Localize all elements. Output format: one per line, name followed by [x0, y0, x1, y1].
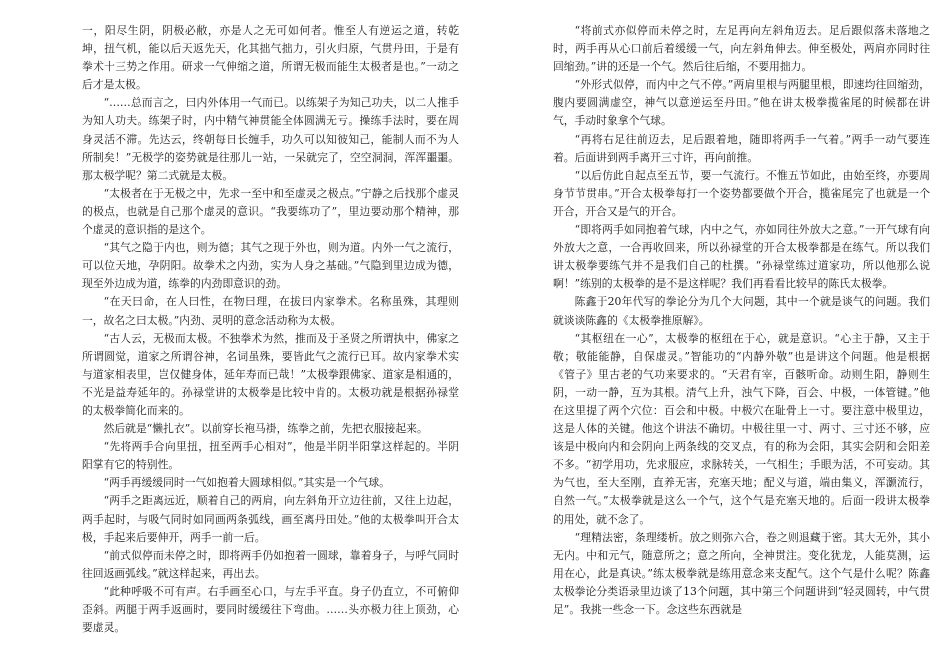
paragraph: “理精法密，条理缕析。放之则弥六合，卷之则退藏于密。其大无外，其小无内。中和元气，随意所之；意之所向，全神贯注。变化犹龙，人能莫测，运用在心，此是真诀。”练太极拳就是练用意念来支配气。这个气是什么呢？陈鑫太极拳论分类语录里边谈了13个问题，其中第三个问题讲到“轻灵圆转，中气贯足”。我挑一些念一下。念这些东西就是	[553, 530, 930, 616]
paragraph: “即将两手如同抱着气球，内中之气，亦如同往外放大之意。”一开气球有向外放大之意，一合再收回来，所以孙禄堂的开合太极拳都是在练气。所以我们讲太极拳要练气并不是我们自己的杜撰。“孙禄堂练过道家功，所以他那么说啊！”练别的太极拳的是不是这样呢？我们再看看比较早的陈氏太极拳。	[553, 223, 930, 291]
paragraph: “太极者在于无极之中，先求一至中和至虚灵之极点。”宁静之后找那个虚灵的极点，也就是自己那个虚灵的意识。“我要练功了”，里边要动那个精神，那个虚灵的意识指的是这个。	[82, 186, 459, 237]
paragraph: 一，阳尽生阴，阴极必敝，亦是人之无可如何者。惟至人有逆运之道，转乾坤，扭气机，能以后天返先天，化其拙气拙力，引火归原，气贯丹田，于是有拳术十三势之作用。研求一气伸缩之道，所谓无极而能生太极者是也。”一动之后才是太极。	[82, 24, 459, 92]
paragraph: 然后就是“懒扎衣”。以前穿长袍马褂，练拳之前，先把衣服接起来。	[103, 422, 428, 436]
paragraph: 陈鑫于20年代写的拳论分为几个大问题，其中一个就是谈气的问题。我们就谈谈陈鑫的《太极拳推原解》。	[553, 295, 930, 327]
paragraph: “其气之隐于内也，则为德；其气之现于外也，则为道。内外一气之流行，可以位天地，孕阴阳。故拳术之内劲，实为人身之基础。”气隐到里边成为德，现至外边成为道，练拳的内劲即意识的劲。	[82, 241, 459, 291]
paragraph: “外形式似停，而内中之气不停。”两肩里根与两腿里根，即速均往回缩劲，腹内要圆满虚空，神气以意逆运至丹田。”他在讲太极拳揽雀尾的时候都在讲气，手动时象拿个气球。	[553, 78, 930, 128]
paragraph: “……总而言之，曰内外体用一气而已。以练架子为知己功夫，以二人推手为知人功夫。练架子时，内中精气神贯能全体圆满无亏。操练手法时，要在周身灵活不滞。先达云，终朝每日长缠手，功久可以知彼知己，能制人而不为人所制矣！”无极学的姿势就是往那儿一站，一呆就完了，空空洞洞，浑浑噩噩。那太极学呢？第二式就是太极。	[82, 96, 459, 182]
paragraph: “先将两手合向里扭，扭至两手心相对”，他是半阴半阳掌这样起的。半阴阳掌有它的特别性。	[82, 440, 459, 472]
left-column	[82, 22, 459, 637]
paragraph: “在天曰命，在人曰性，在物曰理，在拔曰内家拳术。名称虽殊，其理则一，故名之曰太极。”内劲、灵明的意念活动称为太极。	[82, 295, 459, 327]
paragraph: “古人云，无极而太极。不独拳术为然，推而及于圣贤之所谓执中，佛家之所谓圆觉，道家之所谓谷神，名词虽殊，要皆此气之流行已耳。故内家拳术实与道家相表里，岂仅健身体，延年寿而已哉！”太极拳跟佛家、道家是相通的，不光是益寿延年的。孙禄堂讲的太极拳是比较中肯的。太极功就是根据孙禄堂的太极拳简化而来的。	[82, 331, 459, 417]
paragraph: “将前式亦似停而未停之时，左足再向左斜角迈去。足后跟似落未落地之时，两手再从心口前后着缓缓一气，向左斜角伸去。伸至极处，两肩亦同时往回缩劲。”讲的还是一个气。然后往后缩，不要用拙力。	[553, 24, 930, 74]
paragraph: “其枢纽在一心”，太极拳的枢纽在于心，就是意识。“心主于静，又主于敬；敬能能静，自保虚灵。”智能功的“内静外敬”也是讲这个问题。他是根据《管子》里古老的气功来要求的。“天君有宰，百骸听命。动则生阳，静则生阴，一动一静，互为其根。清气上升，浊气下降，百会、中极，一体管键。”他在这里提了两个穴位：百会和中极。中极穴在耻骨上一寸。要注意中极里边，这是人体的关键。他这个讲法不确切。中极往里一寸、两寸、三寸还不够，应该是中极向内和会阴向上两条线的交叉点，有的称为会阳，其实会阴和会阳差不多。“初学用功，先求服应，求脉转关，一气相生；手眼为活，不可妄动。其为气也，至大至刚，直养无害，充塞天地；配义与道，端由集义，浑灏流行，自然一气。”太极拳就是这么一个气，这个气是充塞天地的。后面一段讲太极拳的用处，就不念了。	[553, 331, 930, 526]
paragraph: “再将右足往前迈去，足后跟着地，随即将两手一气着。”两手一动气要连着。后面讲到两手离开三寸许，再向前推。	[553, 132, 930, 164]
paragraph: “两手之距离远近，顺着自己的两肩，向左斜角开立边往前，又往上边起，两手起时，与吸气同时如同画两条弧线，画至离丹田处。”他的太极拳叫开合太极，手起来后要伸开，两手一前一后。	[82, 494, 459, 544]
paragraph: “两手再缓缓同时一气如抱着大圆球相似。”其实是一个气球。	[103, 476, 390, 490]
paragraph: “此种呼吸不可有声。右手画至心口，与左手平直。身子仍直立，不可俯仰歪斜。两腿于两手返画时，要同时缓缓往下弯曲。……头亦极力往上顶劲，心要虚灵。	[82, 584, 459, 635]
paragraph: “前式似停而未停之时，即将两手仍如抱着一圆球，靠着身子，与呼气同时往回返画弧线。”就这样起来，再出去。	[82, 548, 459, 580]
right-column	[553, 22, 930, 619]
paragraph: “以后仿此自起点至五节，要一气流行。不惟五节如此，由始至终，亦要周身节节贯串。”开合太极拳每打一个姿势都要做个开合，揽雀尾完了也就是一个开合，开合又是气的开合。	[553, 168, 930, 218]
